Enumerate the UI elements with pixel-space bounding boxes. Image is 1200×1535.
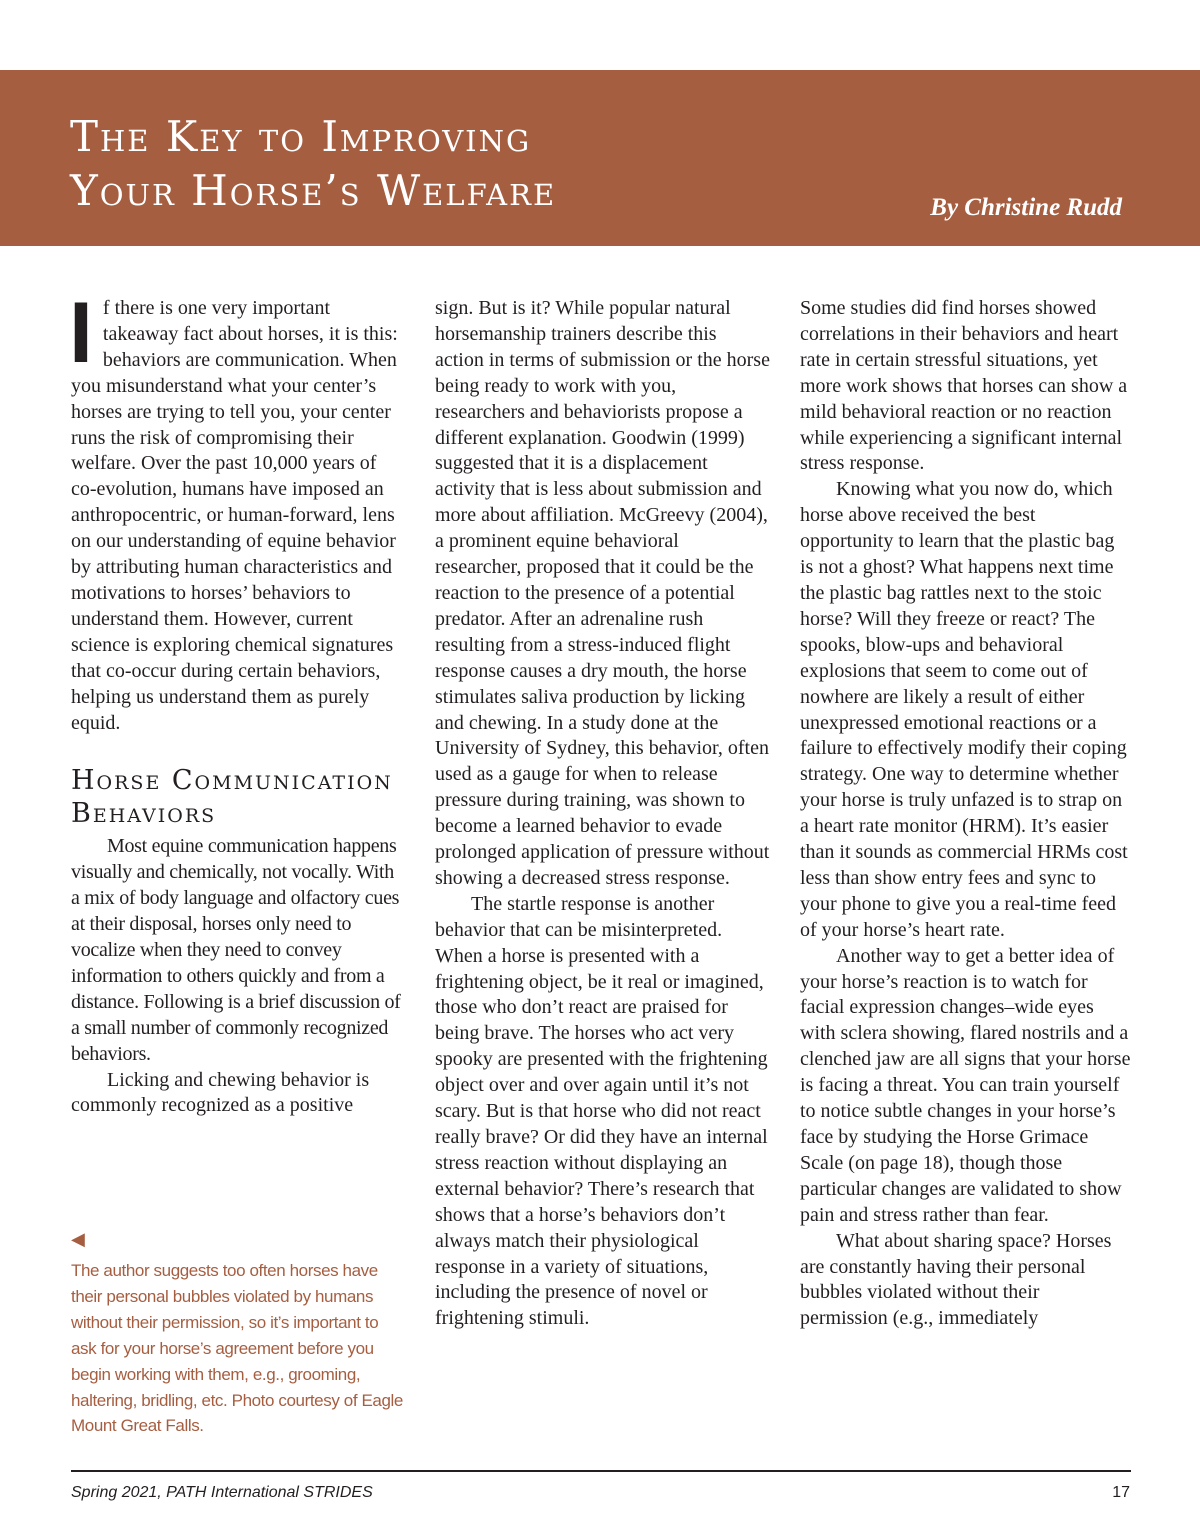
title-line-1: The Key to Improving	[70, 112, 532, 161]
drop-cap: I	[69, 285, 93, 381]
byline: By Christine Rudd	[930, 194, 1122, 221]
caption-arrow-icon: ◀	[71, 1229, 85, 1249]
body-paragraph: sign. But is it? While popular natural horsemanship trainers describe this action in terms of submission or the horse being ready to work with you, researchers and behaviorists propose a different explanation. Goodwin (1999) suggested that it is a displacement activity that is less about submission and more about affiliation. McGreevy (2004), a prominent equine behavioral researcher, proposed that it could be the reaction to the presence of a potential predator. After an adrenaline rush resulting from a stress-induced flight response causes a dry mouth, the horse stimulates saliva production by licking and chewing. In a study done at the University of Sydney, this behavior, often used as a gauge for when to release pressure during training, was shown to become a learned behavior to evade prolonged application of pressure without showing a decreased stress response.	[435, 297, 770, 889]
footer-publication: Spring 2021, PATH International STRIDES	[71, 1484, 373, 1501]
section-heading: Horse Communication Behaviors	[71, 765, 393, 830]
intro-paragraph	[69, 285, 406, 736]
title-line-2: Your Horse’s Welfare	[70, 166, 557, 215]
article-title	[70, 110, 556, 218]
body-paragraph: Knowing what you now do, which horse above received the best opportunity to learn that the plastic bag is not a ghost? What happens next time the plastic bag rattles next to the stoic horse? Will they freeze or react? The spooks, blow-ups and behavioral explosions that seem to come out of nowhere are likely a result of either unexpressed emotional reactions or a failure to effectively modify their coping strategy. One way to determine whether your horse is truly unfazed is to strap on a heart rate monitor (HRM). It’s easier than it sounds as commercial HRMs cost less than show entry fees and sync to your phone to give you a real-time feed of your horse’s heart rate.	[800, 478, 1128, 941]
column-2	[435, 296, 770, 1332]
caption-text: The author suggests too often horses have their personal bubbles violated by humans without their permission, so it’s important to ask for your horse’s agreement before you begin working with them, e.g., grooming, haltering, bridling, etc. Photo courtesy of Eagle Mount Great Falls.	[71, 1261, 403, 1436]
page-number: 17	[1112, 1484, 1130, 1501]
body-paragraph: What about sharing space? Horses are constantly having their personal bubbles violated without their permission (e.g., immediately	[800, 1229, 1112, 1330]
intro-text: f there is one very important takeaway fact about horses, it is this: behaviors are communication. When you misunderstand what your center’s horses are trying to tell you, your center runs the risk of compromising their welfare. Over the past 10,000 years of co-evolution, humans have imposed an anthropocentric, or human-forward, lens on our understanding of equine behavior by attributing human characteristics and motivations to horses’ behaviors to understand them. However, current science is exploring chemical signatures that co-occur during certain behaviors, helping us understand them as purely equid.	[71, 297, 398, 734]
footer-rule	[71, 1470, 1131, 1472]
column-1	[69, 285, 406, 1119]
photo-caption	[71, 1228, 406, 1439]
column-3	[800, 296, 1132, 1332]
body-paragraph: Another way to get a better idea of your horse’s reaction is to watch for facial expression changes–wide eyes with sclera showing, flared nostrils and a clenched jaw are all signs that your horse is facing a threat. You can train yourself to notice subtle changes in your horse’s face by studying the Horse Grimace Scale (on page 18), though those particular changes are validated to show pain and stress rather than fear.	[800, 944, 1131, 1226]
body-paragraph: Most equine communication happens visually and chemically, not vocally. With a mix of body language and olfactory cues at their disposal, horses only need to vocalize when they need to convey information to others quickly and from a distance. Following is a brief discussion of a small number of commonly recognized behaviors.	[71, 835, 401, 1065]
body-paragraph: Some studies did find horses showed correlations in their behaviors and heart rate in certain stressful situations, yet more work shows that horses can show a mild behavioral reaction or no reaction while experiencing a significant internal stress response.	[800, 297, 1128, 475]
body-paragraph: The startle response is another behavior that can be misinterpreted. When a horse is presented with a frightening object, be it real or imagined, those who don’t react are praised for being brave. The horses who act very spooky are presented with the frightening object over and over again until it’s not scary. But is that horse who did not react really brave? Or did they have an internal stress reaction without displaying an external behavior? There’s research that shows that a horse’s behaviors don’t always match their physiological response in a variety of situations, including the presence of novel or frightening stimuli.	[435, 892, 768, 1330]
body-paragraph: Licking and chewing behavior is commonly recognized as a positive	[71, 1068, 370, 1117]
